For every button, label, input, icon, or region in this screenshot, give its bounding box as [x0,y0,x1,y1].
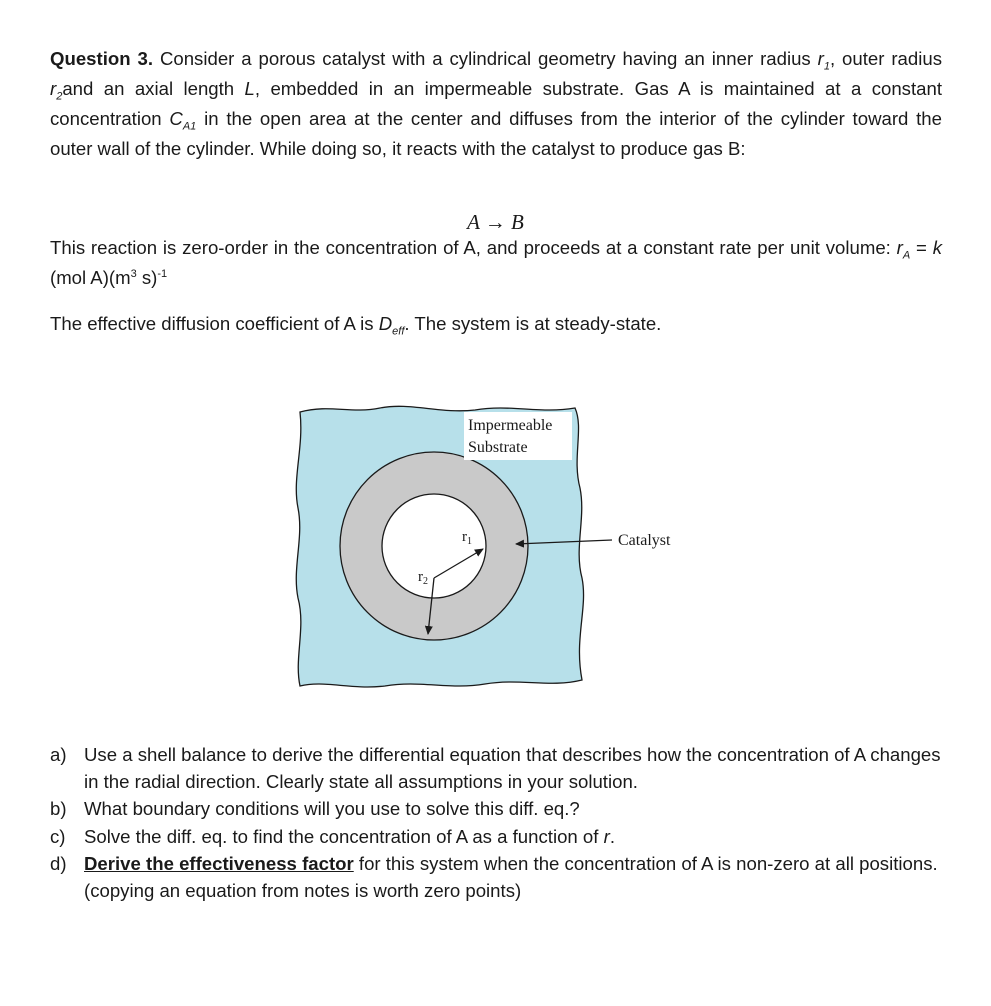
k-symbol: k [932,237,942,258]
L-symbol: L [244,78,255,99]
question-label-d: d) [50,852,67,874]
rA-subscript: A [902,249,911,262]
D-symbol: D [378,313,393,334]
question-text-4: , embedded in an impermeable substrate. Gas A is maintained at a constant concentration [50,78,942,129]
catalyst-label: Catalyst [618,532,671,549]
question-item-a [50,741,942,795]
question-text-5: in the open area at the center and diffuses from the interior of the cylinder toward the outer wall of the cylinder. While doing so, it reacts with the catalyst to produce gas B: [50,108,942,159]
units-text-2: s) [136,267,158,288]
question-emphasis-d: Derive the effectiveness factor [84,852,354,874]
question-label-b: b) [50,798,67,820]
question-text-c-2: . [609,825,615,847]
question-item-c [50,823,942,850]
r1-subscript: 1 [823,60,830,73]
reaction-text: This reaction is zero-order in the concentration of A, and proceeds at a constant rate per unit volume: [50,237,897,258]
substrate-label-line-2: Substrate [468,439,528,456]
substrate-label-line-1: Impermeable [468,417,553,434]
units-sup-1: 3 [130,267,137,280]
question-title: Question 3. [50,48,154,69]
D-subscript: eff [392,325,405,338]
equals-sign: = [910,237,933,258]
r2-label-subscript: 2 [423,576,428,587]
question-item-d [50,850,942,904]
diffusion-text-2: . The system is at steady-state. [404,313,662,334]
diffusion-text-1: The effective diffusion coefficient of A is [50,313,379,334]
question-item-b [50,795,942,822]
question-text-3: and an axial length [62,78,245,99]
r2-subscript: 2 [56,90,63,103]
catalyst-diagram [290,398,700,698]
CA1-subscript: A1 [182,120,197,133]
question-label-c: c) [50,825,66,847]
reaction-paragraph [50,233,942,293]
question-label-a: a) [50,744,67,765]
rA-symbol: r [896,237,903,258]
question-list [50,741,942,904]
units-sup-2: -1 [157,267,168,280]
question-text-2: , outer radius [829,48,942,69]
units-text-1: (mol A)(m [50,267,131,288]
question-text-a: Use a shell balance to derive the differential equation that describes how the concentration of A changes in the radial direction. Clearly state all assumptions in your solution. [84,744,941,793]
r2-symbol: r [50,78,57,99]
r2-label-letter: r [418,569,423,585]
diffusion-paragraph [50,309,942,339]
reaction-equation: A → B [467,210,524,234]
r1-symbol: r [817,48,824,69]
question-paragraph [50,44,942,164]
question-text-b: What boundary conditions will you use to solve this diff. eq.? [84,798,580,820]
r-symbol: r [603,825,610,847]
question-text-1: Consider a porous catalyst with a cylindrical geometry having an inner radius [159,48,818,69]
question-text-c-1: Solve the diff. eq. to find the concentration of A as a function of [84,825,604,847]
CA1-symbol: C [169,108,183,129]
r1-label-letter: r [462,529,467,545]
r1-label-subscript: 1 [467,536,472,547]
question-text-d: for this system when the concentration of A is non-zero at all positions. (copying an equation from notes is worth zero points) [84,852,938,902]
